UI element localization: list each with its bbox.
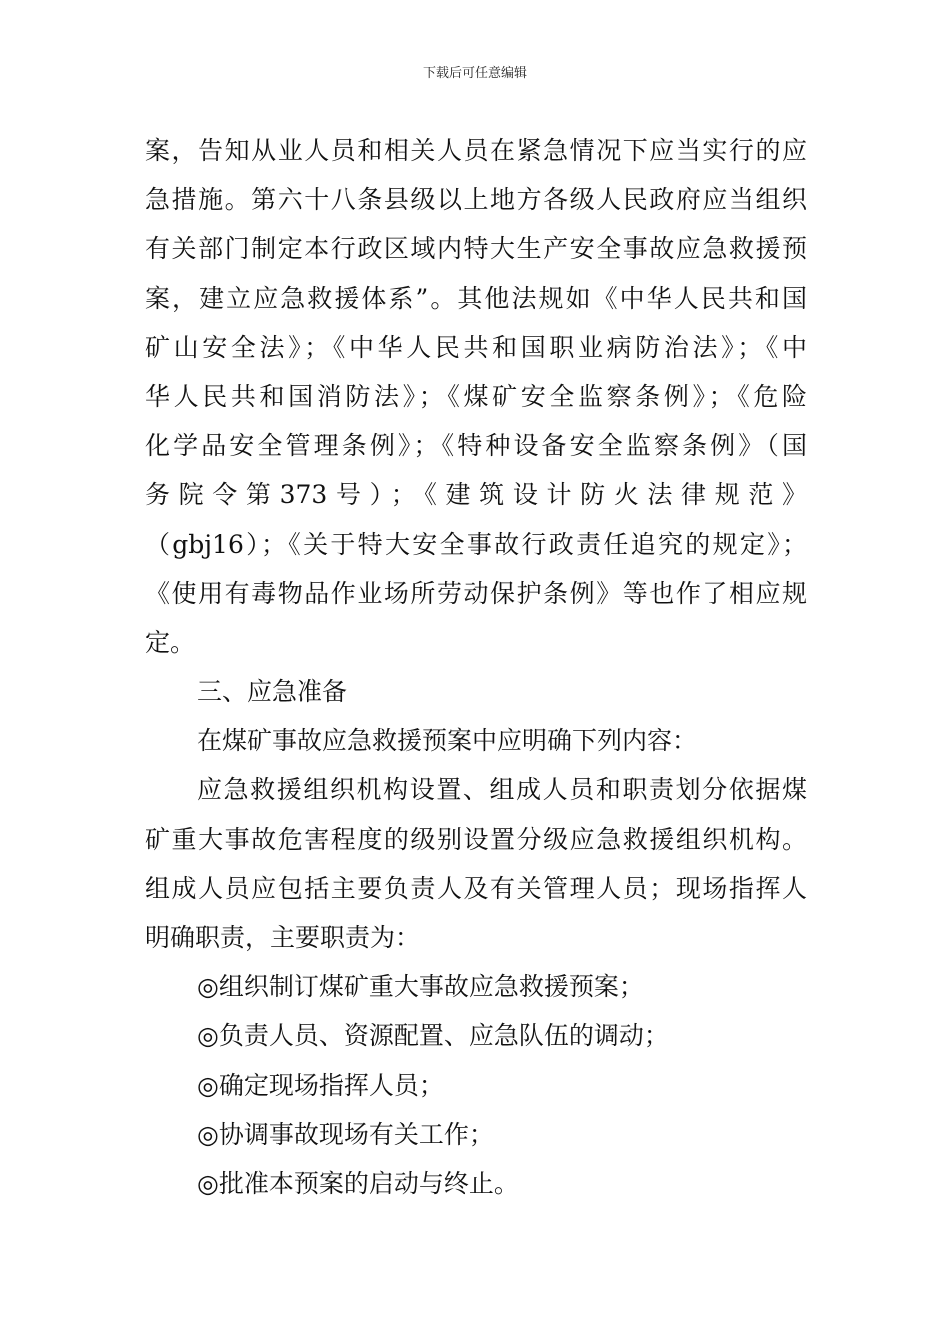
text-line: （gbj16）；《关于特大安全事故行政责任追究的规定》； bbox=[145, 529, 807, 559]
text-line: 案，告知从业人员和相关人员在紧急情况下应当实行的应 bbox=[145, 136, 807, 165]
document-body bbox=[145, 126, 807, 1208]
text-line: 定。 bbox=[145, 627, 196, 657]
text-line: 有关部门制定本行政区域内特大生产安全事故应急救援预 bbox=[145, 234, 807, 264]
text-line: 急措施。第六十八条县级以上地方各级人民政府应当组织 bbox=[145, 185, 807, 215]
duty-list-item: ◎批准本预案的启动与终止。 bbox=[197, 1168, 519, 1198]
text-line: 在煤矿事故应急救援预案中应明确下列内容： bbox=[197, 726, 698, 756]
text-line: 《使用有毒物品作业场所劳动保护条例》等也作了相应规 bbox=[145, 578, 807, 608]
text-line: 华人民共和国消防法》；《煤矿安全监察条例》；《危险 bbox=[145, 381, 807, 411]
page-header: 下载后可任意编辑 bbox=[422, 66, 527, 81]
text-line: 矿重大事故危害程度的级别设置分级应急救援组织机构。 bbox=[145, 824, 807, 854]
text-line: 务院令第373号）；《建筑设计防火法律规范》 bbox=[145, 480, 807, 510]
duty-list-item: ◎组织制订煤矿重大事故应急救援预案； bbox=[197, 972, 644, 1002]
duty-list-item: ◎确定现场指挥人员； bbox=[197, 1070, 444, 1100]
text-line: 应急救援组织机构设置、组成人员和职责划分依据煤 bbox=[197, 775, 807, 805]
text-line: 组成人员应包括主要负责人及有关管理人员；现场指挥人 bbox=[145, 873, 807, 903]
duty-list-item: ◎负责人员、资源配置、应急队伍的调动； bbox=[197, 1021, 669, 1051]
duty-list-item: ◎协调事故现场有关工作； bbox=[197, 1119, 494, 1149]
text-line: 矿山安全法》；《中华人民共和国职业病防治法》；《中 bbox=[145, 332, 807, 362]
text-line: 案，建立应急救援体系”。其他法规如《中华人民共和国 bbox=[145, 283, 807, 313]
text-line: 化学品安全管理条例》；《特种设备安全监察条例》（国 bbox=[145, 431, 807, 461]
text-line: 明确职责，主要职责为： bbox=[145, 923, 421, 952]
section-heading: 三、应急准备 bbox=[197, 677, 348, 707]
